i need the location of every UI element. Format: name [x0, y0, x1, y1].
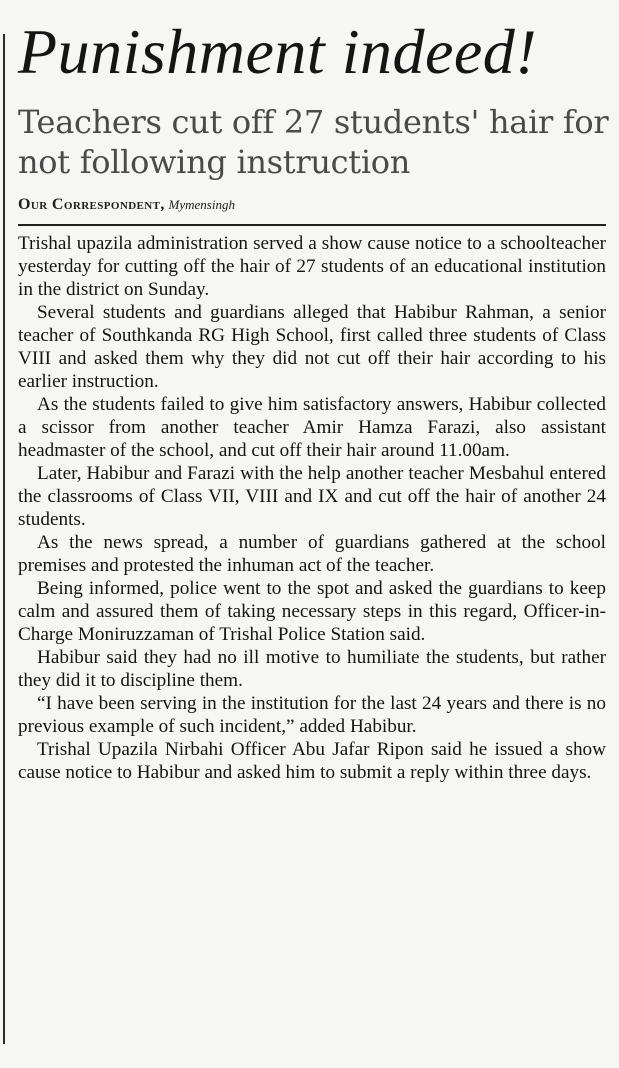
paragraph: Habibur said they had no ill motive to humiliate the students, but rather they did it to discipline them. — [18, 647, 606, 691]
paragraph: Trishal Upazila Nirbahi Officer Abu Jafar Ripon said he issued a show cause notice to Habibur and asked him to submit a reply within three days. — [18, 739, 606, 783]
article — [18, 0, 610, 784]
paragraph: Trishal upazila administration served a show cause notice to a schoolteacher yesterday for cutting off the hair of 27 students of an educational institution in the district on Sunday. — [18, 233, 606, 300]
byline-location: Mymensingh — [168, 197, 235, 212]
byline-divider — [18, 224, 606, 226]
paragraph: Later, Habibur and Farazi with the help another teacher Mesbahul entered the classrooms of Class VII, VIII and IX and cut off the hair of another 24 students. — [18, 463, 606, 530]
byline — [18, 196, 610, 214]
paragraph: Several students and guardians alleged that Habibur Rahman, a senior teacher of Southkanda RG High School, first called three students of Class VIII and asked them why they did not cut off their hair according to his earlier instruction. — [18, 302, 606, 392]
paragraph: “I have been serving in the institution for the last 24 years and there is no previous example of such incident,” added Habibur. — [18, 693, 606, 737]
byline-reporter: Our Correspondent, — [18, 196, 165, 213]
paragraph: Being informed, police went to the spot and asked the guardians to keep calm and assured them of taking necessary steps in this regard, Officer-in-Charge Moniruzzaman of Trishal Police Station said. — [18, 578, 606, 645]
paragraph: As the news spread, a number of guardians gathered at the school premises and protested the inhuman act of the teacher. — [18, 532, 606, 576]
column-rule — [3, 34, 5, 1044]
headline: Teachers cut off 27 students' hair for not following instruction — [18, 103, 609, 181]
kicker-headline: Punishment indeed! — [18, 16, 538, 87]
article-body — [18, 232, 606, 784]
paragraph: As the students failed to give him satisfactory answers, Habibur collected a scissor from another teacher Amir Hamza Farazi, also assistant headmaster of the school, and cut off their hair around 11.00am. — [18, 394, 606, 461]
